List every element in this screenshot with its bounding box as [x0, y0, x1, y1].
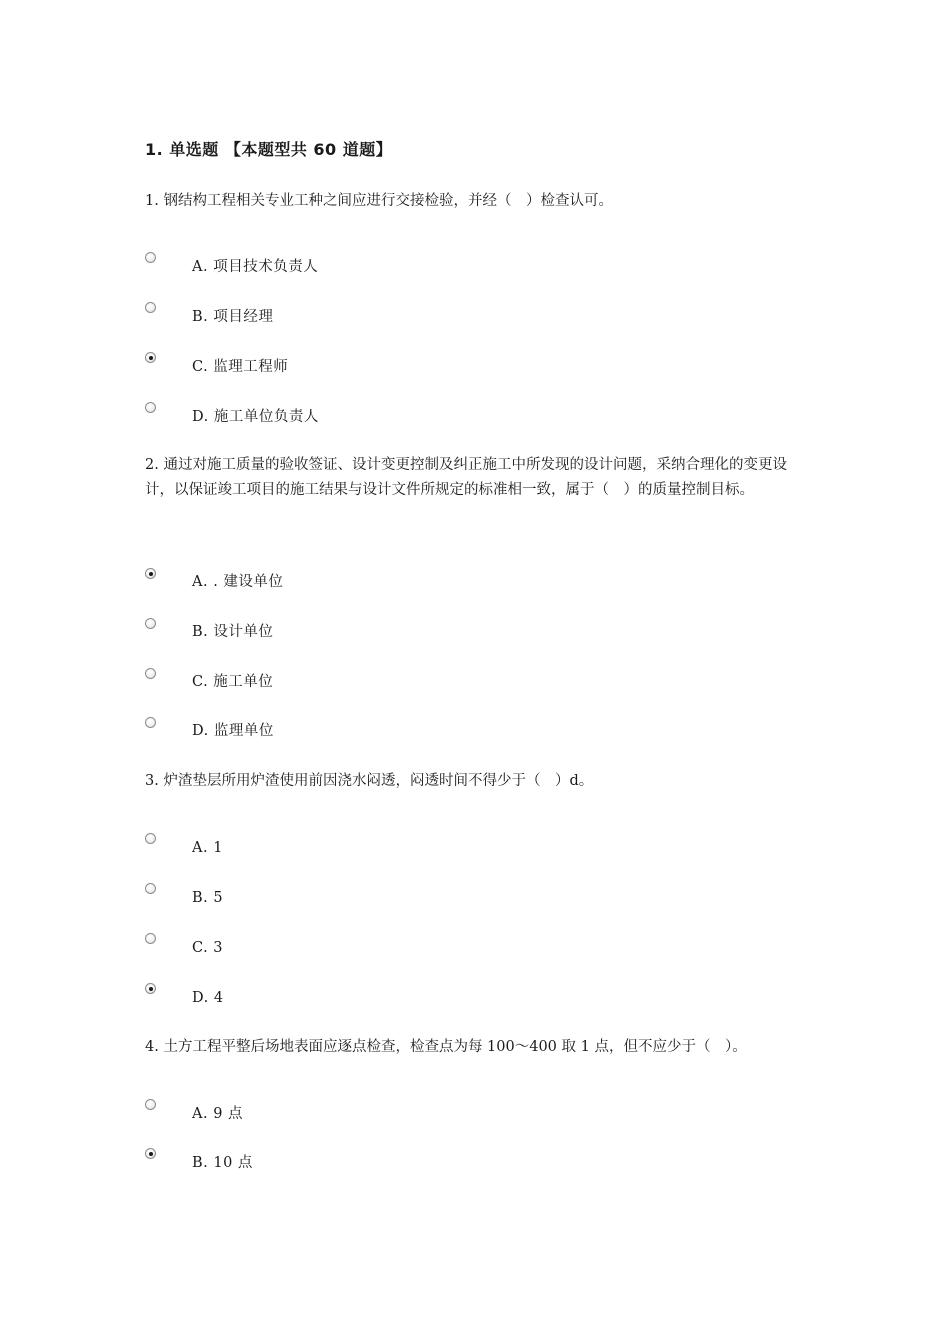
radio-icon[interactable] — [145, 302, 156, 313]
question-2-option-c[interactable] — [145, 668, 645, 694]
radio-icon[interactable] — [145, 933, 156, 944]
radio-icon[interactable] — [145, 352, 156, 363]
option-label: B. 设计单位 — [192, 624, 274, 640]
radio-icon[interactable] — [145, 668, 156, 679]
option-label: C. 施工单位 — [192, 674, 274, 690]
option-label: C. 监理工程师 — [192, 359, 289, 375]
question-1-option-b[interactable] — [145, 302, 645, 328]
option-label: A. 项目技术负责人 — [192, 259, 319, 275]
question-3-option-d[interactable] — [145, 983, 645, 1009]
question-4-text: 4. 土方工程平整后场地表面应逐点检查，检查点为每 100～400 取 1 点，但不应少于（ ）。 — [145, 1039, 747, 1055]
option-label: C. 3 — [192, 940, 224, 956]
option-label: B. 项目经理 — [192, 309, 274, 325]
question-1-option-a[interactable] — [145, 252, 645, 278]
question-2-option-b[interactable] — [145, 618, 645, 644]
option-label: A. 1 — [192, 840, 223, 856]
radio-icon[interactable] — [145, 1148, 156, 1159]
option-label: B. 10 点 — [192, 1155, 253, 1171]
question-2-option-d[interactable] — [145, 717, 645, 743]
question-2-option-a[interactable] — [145, 568, 645, 594]
question-3-option-b[interactable] — [145, 883, 645, 909]
radio-icon[interactable] — [145, 883, 156, 894]
radio-icon[interactable] — [145, 1099, 156, 1110]
radio-icon[interactable] — [145, 833, 156, 844]
radio-icon[interactable] — [145, 252, 156, 263]
question-2-text: 2. 通过对施工质量的验收签证、设计变更控制及纠正施工中所发现的设计问题，采纳合理化的变更设计，以保证竣工项目的施工结果与设计文件所规定的标准相一致，属于（ ）的质量控制目标。 — [145, 457, 787, 498]
question-3-option-c[interactable] — [145, 933, 645, 959]
radio-icon[interactable] — [145, 983, 156, 994]
option-label: D. 4 — [192, 990, 224, 1006]
option-label: A. 9 点 — [192, 1106, 244, 1122]
question-1-option-c[interactable] — [145, 352, 645, 378]
radio-icon[interactable] — [145, 618, 156, 629]
question-3-option-a[interactable] — [145, 833, 645, 859]
section-title: 1. 单选题 【本题型共 60 道题】 — [145, 140, 393, 159]
option-label: D. 监理单位 — [192, 723, 274, 739]
question-4-option-a[interactable] — [145, 1099, 645, 1125]
question-3-text: 3. 炉渣垫层所用炉渣使用前因浇水闷透，闷透时间不得少于（ ）d。 — [145, 773, 594, 789]
option-label: D. 施工单位负责人 — [192, 409, 319, 425]
question-1-option-d[interactable] — [145, 402, 645, 428]
question-1-text: 1. 钢结构工程相关专业工种之间应进行交接检验，并经（ ）检查认可。 — [145, 193, 613, 209]
radio-icon[interactable] — [145, 717, 156, 728]
option-label: A. . 建设单位 — [192, 574, 284, 590]
radio-icon[interactable] — [145, 568, 156, 579]
option-label: B. 5 — [192, 890, 224, 906]
question-4-option-b[interactable] — [145, 1148, 645, 1174]
radio-icon[interactable] — [145, 402, 156, 413]
